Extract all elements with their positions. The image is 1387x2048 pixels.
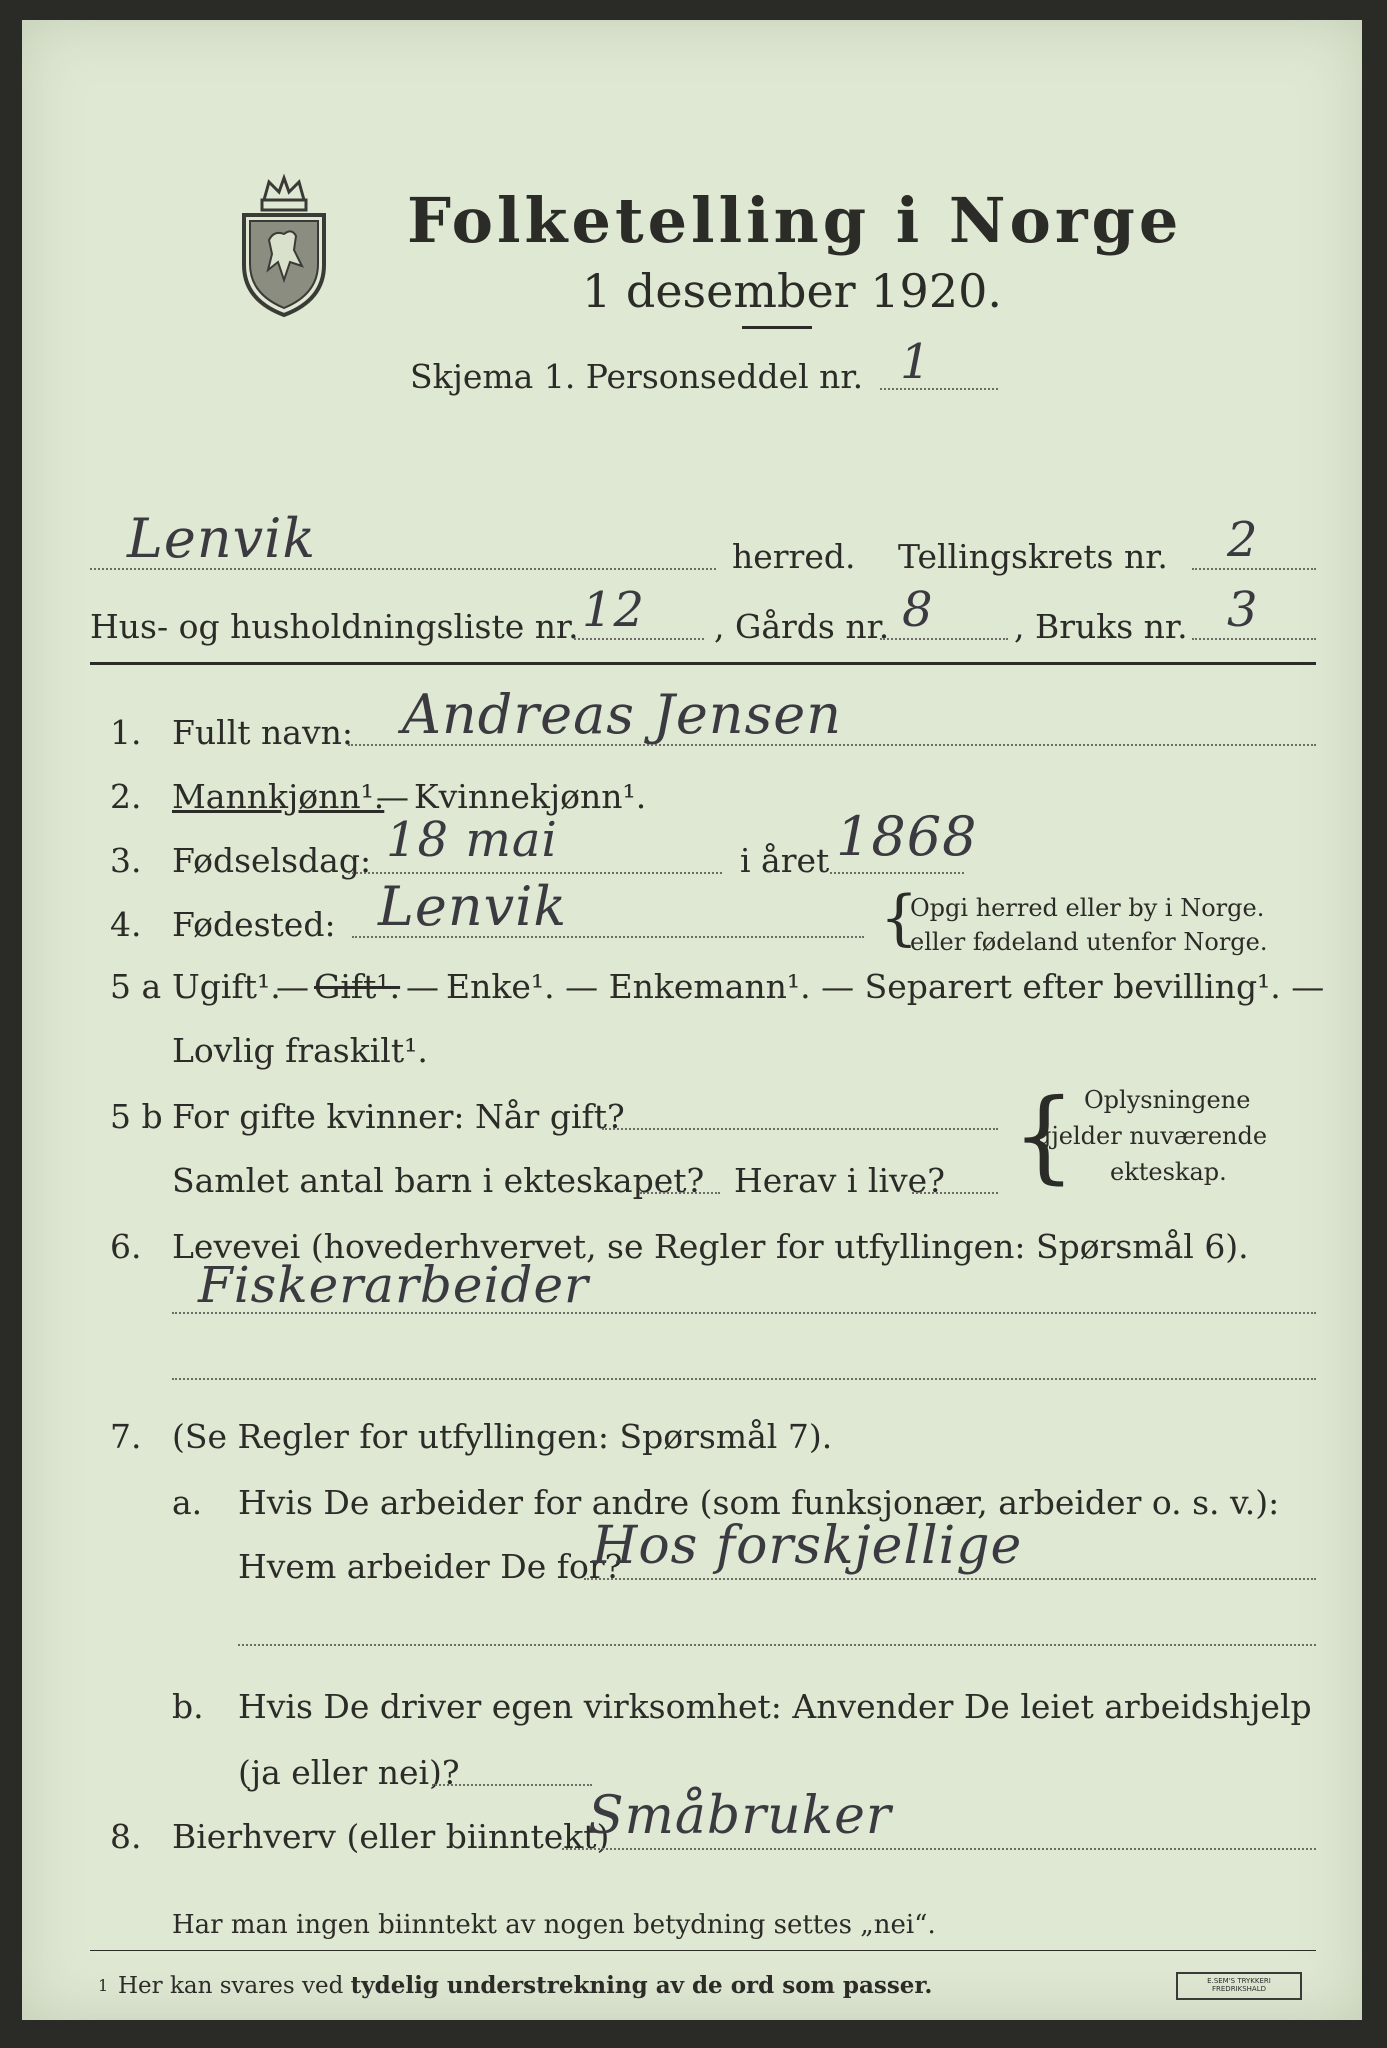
q1-number: 1. xyxy=(110,713,142,752)
status-other-options[interactable]: Enke¹. — Enkemann¹. — Separert efter bevilling¹. — xyxy=(446,967,1325,1006)
q5b-note-line1: Oplysningene xyxy=(1084,1086,1251,1114)
children-total-label: Samlet antal barn i ekteskapet? xyxy=(172,1161,705,1200)
occupation-value[interactable]: Fiskerarbeider xyxy=(198,1256,589,1314)
employer-field xyxy=(584,1578,1316,1580)
herred-value[interactable]: Lenvik xyxy=(127,507,317,570)
skjema-label: Skjema 1. Personseddel nr. xyxy=(410,357,864,396)
q5b-note-brace: { xyxy=(1012,1077,1076,1194)
footnote-text-start: Her kan svares ved xyxy=(118,1973,344,1999)
q4-note-line1: Opgi herred eller by i Norge. xyxy=(910,894,1265,922)
form-title: Folketelling i Norge xyxy=(407,184,1183,257)
gards-value[interactable]: 8 xyxy=(902,582,934,638)
husholdningsliste-label: Hus- og husholdningsliste nr. xyxy=(90,607,579,646)
hired-help-field xyxy=(432,1784,592,1786)
occupation-field xyxy=(172,1312,1316,1314)
status-married-option[interactable]: Gift¹. xyxy=(314,967,401,1006)
q6-label: Levevei (hovederhvervet, se Regler for utfyllingen: Spørsmål 6). xyxy=(172,1227,1249,1266)
married-when-label: For gifte kvinner: Når gift? xyxy=(172,1097,625,1136)
birth-year-value[interactable]: 1868 xyxy=(836,805,978,868)
footnote-text xyxy=(118,1974,932,1998)
husholdningsliste-field xyxy=(574,638,704,640)
q7-label: (Se Regler for utfyllingen: Spørsmål 7). xyxy=(172,1417,833,1456)
status-separator-2: — xyxy=(406,967,439,1006)
title-divider xyxy=(742,326,812,329)
q1-label: Fullt navn: xyxy=(172,713,353,752)
q4-note-line2: eller fødeland utenfor Norge. xyxy=(910,928,1268,956)
q7a-letter: a. xyxy=(172,1483,203,1522)
gards-field xyxy=(880,638,1008,640)
husholdningsliste-value[interactable]: 12 xyxy=(582,582,646,638)
birthplace-field xyxy=(352,936,864,938)
full-name-value[interactable]: Andreas Jensen xyxy=(402,683,843,746)
q4-number: 4. xyxy=(110,905,142,944)
birth-year-field xyxy=(830,872,964,874)
q5b-number: 5 b xyxy=(110,1097,163,1136)
printer-stamp xyxy=(1176,1972,1302,2000)
q5a-number: 5 a xyxy=(110,967,162,1006)
status-separator: — xyxy=(276,967,309,1006)
employer-field-2 xyxy=(238,1644,1316,1646)
q7b-question: Hvis De driver egen virksomhet: Anvender De leiet arbeidshjelp xyxy=(238,1687,1312,1726)
children-alive-field xyxy=(912,1192,998,1194)
q3-number: 3. xyxy=(110,841,142,880)
birthplace-value[interactable]: Lenvik xyxy=(378,875,568,938)
census-form-page xyxy=(22,20,1362,2020)
q7a-question: Hvis De arbeider for andre (som funksjonær, arbeider o. s. v.): xyxy=(238,1483,1280,1522)
side-income-field xyxy=(562,1848,1316,1850)
birthday-value[interactable]: 18 mai xyxy=(386,812,558,868)
tellingskrets-field xyxy=(1192,568,1316,570)
q7b-letter: b. xyxy=(172,1687,204,1726)
gender-male-option[interactable]: Mannkjønn¹. xyxy=(172,777,385,816)
status-divorced-option[interactable]: Lovlig fraskilt¹. xyxy=(172,1031,428,1070)
children-total-field xyxy=(640,1192,720,1194)
employer-value[interactable]: Hos forskjellige xyxy=(592,1516,1023,1576)
children-alive-label: Herav i live? xyxy=(734,1161,945,1200)
bruks-label: , Bruks nr. xyxy=(1014,607,1188,646)
status-unmarried-option[interactable]: Ugift¹. xyxy=(172,967,281,1006)
header-divider xyxy=(90,662,1316,665)
q4-note-brace: { xyxy=(880,883,919,953)
q7-number: 7. xyxy=(110,1417,142,1456)
norwegian-coat-of-arms-icon xyxy=(234,170,334,320)
herred-field xyxy=(90,568,716,570)
full-name-field xyxy=(348,744,1316,746)
married-when-field xyxy=(602,1128,998,1130)
footnote-mark: 1 xyxy=(98,1976,109,1995)
birth-year-label: i året xyxy=(740,841,830,880)
personseddel-number-value[interactable]: 1 xyxy=(900,334,932,390)
no-income-note: Har man ingen biinntekt av nogen betydning settes „nei“. xyxy=(172,1910,936,1940)
q8-number: 8. xyxy=(110,1817,142,1856)
gards-label: , Gårds nr. xyxy=(714,607,890,646)
printer-stamp-text: E.SEM'S TRYKKERI FREDRIKSHALD xyxy=(1207,1977,1271,1993)
q6-number: 6. xyxy=(110,1227,142,1266)
birthday-field xyxy=(348,872,722,874)
bruks-field xyxy=(1192,638,1316,640)
personseddel-number-field xyxy=(880,388,998,390)
q5b-note-line2: gjelder nuværende xyxy=(1036,1122,1268,1150)
gender-female-option[interactable]: Kvinnekjønn¹. xyxy=(414,777,647,816)
q8-label: Bierhverv (eller biinntekt) xyxy=(172,1817,610,1856)
herred-label: herred. xyxy=(732,537,856,576)
q3-label: Fødselsdag: xyxy=(172,841,372,880)
tellingskrets-label: Tellingskrets nr. xyxy=(898,537,1168,576)
bruks-value[interactable]: 3 xyxy=(1227,582,1259,638)
occupation-field-2 xyxy=(172,1378,1316,1380)
footnote-text-bold: tydelig understrekning av de ord som passer. xyxy=(350,1972,933,1999)
q2-number: 2. xyxy=(110,777,142,816)
q4-label: Fødested: xyxy=(172,905,336,944)
q7b-yes-no-label: (ja eller nei)? xyxy=(238,1753,460,1792)
side-income-value[interactable]: Småbruker xyxy=(588,1786,892,1846)
q7a-employer-label: Hvem arbeider De for? xyxy=(238,1547,623,1586)
census-date: 1 desember 1920. xyxy=(582,264,1002,318)
gender-separator: — xyxy=(376,777,409,816)
footnote-divider xyxy=(90,1950,1316,1951)
tellingskrets-value[interactable]: 2 xyxy=(1227,512,1259,568)
q5b-note-line3: ekteskap. xyxy=(1110,1158,1227,1186)
